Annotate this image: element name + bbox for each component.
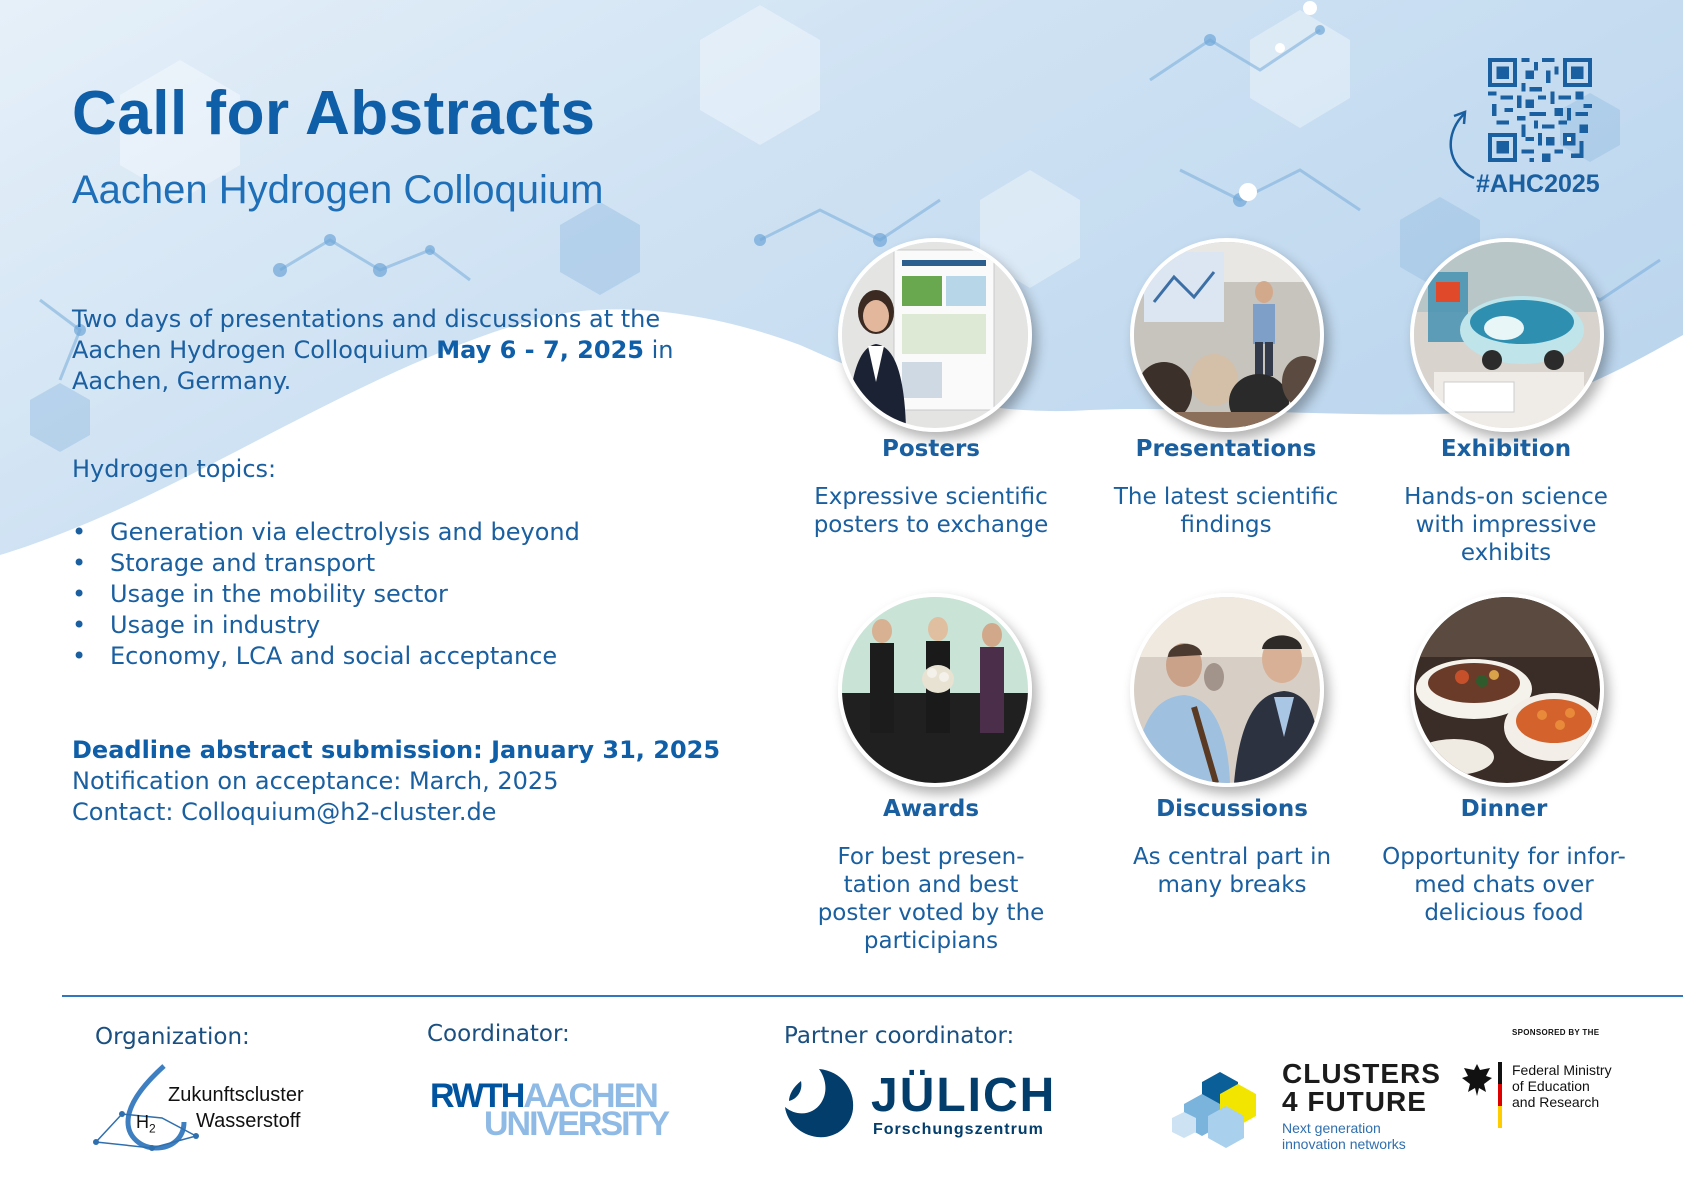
bmbf-line1: Federal Ministry: [1512, 1062, 1612, 1078]
organization-label: Organization:: [95, 1024, 250, 1050]
topics-list: [72, 517, 580, 672]
clusters-line1: CLUSTERS: [1282, 1058, 1441, 1089]
coordinator-label: Coordinator:: [427, 1021, 570, 1047]
deadline-text: Deadline abstract submission: January 31, 2025: [72, 736, 721, 764]
feature-desc-dinner: Opportunity for infor-med chats over delicious food: [1382, 844, 1626, 926]
bmbf-sponsored: SPONSORED BY THE: [1512, 1028, 1600, 1037]
feature-title-discussions: Discussions: [1156, 796, 1308, 822]
zukunftscluster-logo: [92, 1062, 322, 1154]
topic-item: • Storage and transport: [72, 548, 580, 579]
topic-item: • Generation via electrolysis and beyond: [72, 517, 580, 548]
awards-photo: [838, 593, 1032, 787]
feature-desc-exhibition: Hands-on science with impressive exhibits: [1404, 484, 1608, 566]
presentations-photo: [1130, 238, 1324, 432]
clusters-tag1: Next generation: [1282, 1120, 1381, 1136]
clusters-line2: 4 FUTURE: [1282, 1086, 1427, 1117]
feature-title-awards: Awards: [882, 796, 980, 822]
page-subtitle: Aachen Hydrogen Colloquium: [72, 168, 604, 212]
zukunft-line1: Zukunftscluster: [168, 1084, 304, 1106]
clusters-tag2: innovation networks: [1282, 1136, 1406, 1152]
bmbf-line2: of Education: [1512, 1078, 1590, 1094]
clusters-cube-icon: [1172, 1064, 1268, 1148]
bmbf-logo: [1460, 1026, 1620, 1146]
rwth-right: AACHEN: [523, 1077, 657, 1115]
feature-title-presentations: Presentations: [1135, 436, 1317, 462]
dinner-photo: [1410, 593, 1604, 787]
feature-title-dinner: Dinner: [1460, 796, 1548, 822]
feature-title-exhibition: Exhibition: [1440, 436, 1572, 462]
topic-item: • Usage in the mobility sector: [72, 579, 580, 610]
flag-red-bar: [1498, 1084, 1502, 1106]
julich-drop-icon: [783, 1065, 855, 1141]
feature-desc-discussions: As central part in many breaks: [1132, 844, 1332, 898]
federal-eagle-icon: [1460, 1062, 1494, 1098]
topic-item: • Usage in industry: [72, 610, 580, 641]
intro-text-after: in Aachen, Germany.: [72, 336, 674, 395]
page-title: Call for Abstracts: [72, 79, 596, 148]
event-dates: May 6 - 7, 2025: [436, 336, 644, 364]
clusters4future-logo: [1172, 1058, 1441, 1152]
discussions-photo: [1130, 593, 1324, 787]
julich-logo: [783, 1065, 1057, 1145]
qr-code-icon[interactable]: [1488, 58, 1592, 162]
footer-divider: [62, 995, 1683, 997]
flag-black-bar: [1498, 1062, 1502, 1084]
feature-desc-presentations: The latest scientific findings: [1113, 484, 1339, 538]
intro-paragraph: [72, 304, 732, 397]
zukunft-h2: H: [136, 1112, 149, 1132]
topic-item: • Economy, LCA and social acceptance: [72, 641, 580, 672]
zukunft-h2-sub: 2: [149, 1121, 156, 1136]
contact-text[interactable]: Contact: Colloquium@h2-cluster.de: [72, 798, 497, 826]
rwth-left: RWTH: [430, 1077, 524, 1115]
feature-desc-awards: For best presen-tation and best poster voted by the participians: [817, 844, 1045, 954]
hashtag: #AHC2025: [1476, 170, 1600, 198]
intro-text-before: Two days of presentations and discussions at the Aachen Hydrogen Colloquium: [72, 305, 661, 364]
flag-gold-bar: [1498, 1106, 1502, 1128]
posters-photo: [838, 238, 1032, 432]
rwth-line2: UNIVERSITY: [484, 1105, 669, 1143]
topics-heading: Hydrogen topics:: [72, 455, 277, 483]
julich-sub: Forschungszentrum: [873, 1121, 1044, 1138]
exhibition-photo: [1410, 238, 1604, 432]
rwth-logo: [430, 1077, 669, 1143]
info-block: [72, 735, 720, 828]
zukunft-line2: Wasserstoff: [196, 1110, 301, 1132]
notification-text: Notification on acceptance: March, 2025: [72, 767, 559, 795]
bmbf-line3: and Research: [1512, 1094, 1600, 1110]
feature-title-posters: Posters: [882, 436, 980, 462]
feature-desc-posters: Expressive scientific posters to exchange: [813, 484, 1049, 538]
julich-name: JÜLICH: [871, 1069, 1057, 1122]
partner-coordinator-label: Partner coordinator:: [784, 1023, 1015, 1049]
